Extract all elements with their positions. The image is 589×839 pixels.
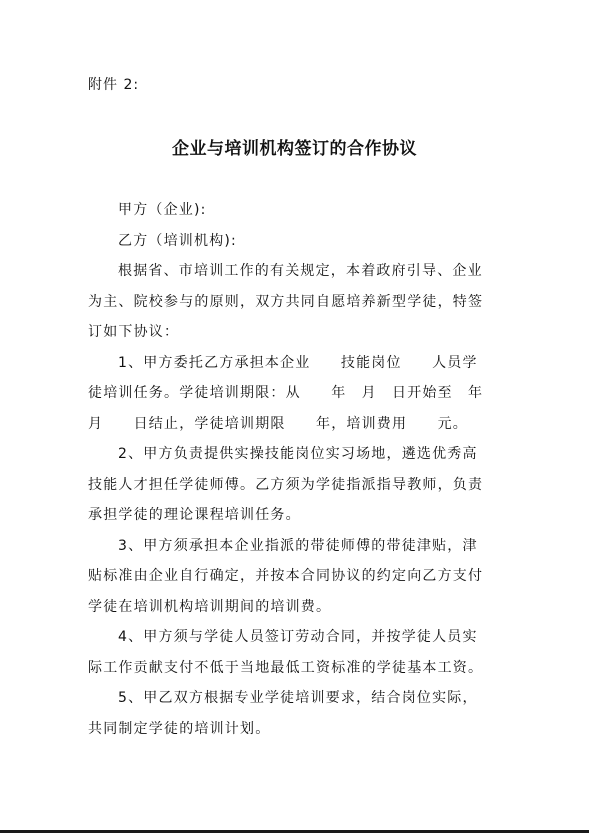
clause-2-line-1: 2、甲方负责提供实操技能岗位实习场地，遴选优秀高 [118,446,478,462]
clause-4-line-1: 4、甲方须与学徒人员签订劳动合同，并按学徒人员实 [118,629,478,645]
clause-1-line-1: 1、甲方委托乙方承担本企业 技能岗位 人员学 [118,354,478,371]
clause-1-line-2: 徒培训任务。学徒培训期限：从 年 月 日开始至 年 [88,385,484,401]
clause-3-line-3: 学徒在培训机构培训期间的培训费。 [88,598,332,615]
party-b-line: 乙方（培训机构): [118,232,237,249]
clause-3-line-1: 3、甲方须承担本企业指派的带徒师傅的带徒津贴，津 [118,537,478,554]
clause-3-line-2: 贴标准由企业自行确定，并按本合同协议的约定向乙方支付 [88,568,484,584]
preamble-line-1: 根据省、市培训工作的有关规定，本着政府引导、企业 [118,263,483,279]
clause-1-line-3: 月 日结止，学徒培训期限 年，培训费用 元。 [88,415,468,432]
clause-2-line-3: 承担学徒的理论课程培训任务。 [88,507,301,523]
clause-4-line-2: 际工作贡献支付不低于当地最低工资标准的学徒基本工资。 [88,659,484,676]
clause-5-line-2: 共同制定学徒的培训计划。 [88,720,271,737]
document-body [88,195,503,744]
clause-5-line-1: 5、甲乙双方根据专业学徒培训要求，结合岗位实际， [118,690,478,706]
preamble-line-2: 为主、院校参与的原则，双方共同自愿培养新型学徒，特签 [88,293,484,310]
attachment-label: 附件 2: [88,77,140,93]
document-title: 企业与培训机构签订的合作协议 [172,139,417,159]
party-a-line: 甲方（企业): [118,202,207,218]
preamble-line-3: 订如下协议： [88,324,180,340]
page-bottom-rule [0,830,589,833]
clause-2-line-2: 技能人才担任学徒师傅。乙方须为学徒指派指导教师，负责 [88,476,484,493]
